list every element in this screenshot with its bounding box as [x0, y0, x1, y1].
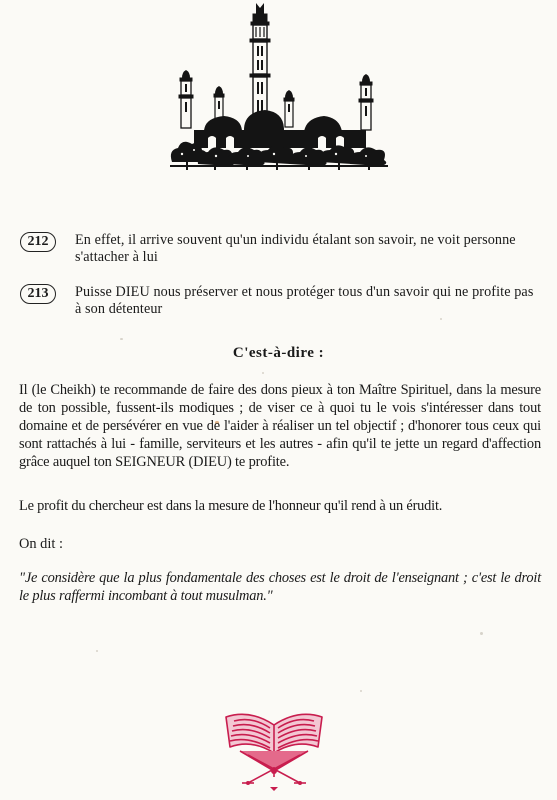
- commentary-heading: C'est-à-dire :: [232, 345, 325, 361]
- on-dit-label: On dit :: [19, 536, 63, 552]
- mosque-illustration: [168, 2, 390, 174]
- quran-on-stand-illustration: [220, 707, 328, 791]
- quotation: "Je considère que la plus fondamentale des choses est le droit de l'enseignant ; c'est le droit le plus raffermi incombant à tout musulman.": [19, 570, 541, 604]
- verse-text: En effet, il arrive souvent qu'un individu étalant son savoir, ne voit personne s'attacher à lui: [75, 232, 516, 265]
- paper-speck: [120, 338, 123, 340]
- paper-speck: [480, 632, 483, 635]
- verse-number-badge: 213: [20, 284, 56, 304]
- paper-speck: [96, 650, 98, 652]
- profit-sentence: Le profit du chercheur est dans la mesure de l'honneur qu'il rend à un érudit.: [19, 498, 443, 514]
- paper-speck: [360, 690, 362, 692]
- verse-number-badge: 212: [20, 232, 56, 252]
- commentary-paragraph: Il (le Cheikh) te recommande de faire des dons pieux à ton Maître Spirituel, dans la mesure de ton possible, fussent-ils modiques ; de viser ce à quoi tu le vois s'intéresser dans tout domaine et de persévérer en vue de l'aider à réaliser un tel objectif ; d'honorer tous ceux qui sont rattachés à lui - famille, serviteurs et les autres - afin qu'il te jette un regard d'affection grâce auquel ton SEIGNEUR (DIEU) te profite.: [19, 382, 541, 470]
- paper-speck: [440, 318, 442, 320]
- paper-speck: [262, 372, 264, 374]
- verse-text: Puisse DIEU nous préserver et nous protéger tous d'un savoir qui ne profite pas à son détenteur: [75, 284, 534, 317]
